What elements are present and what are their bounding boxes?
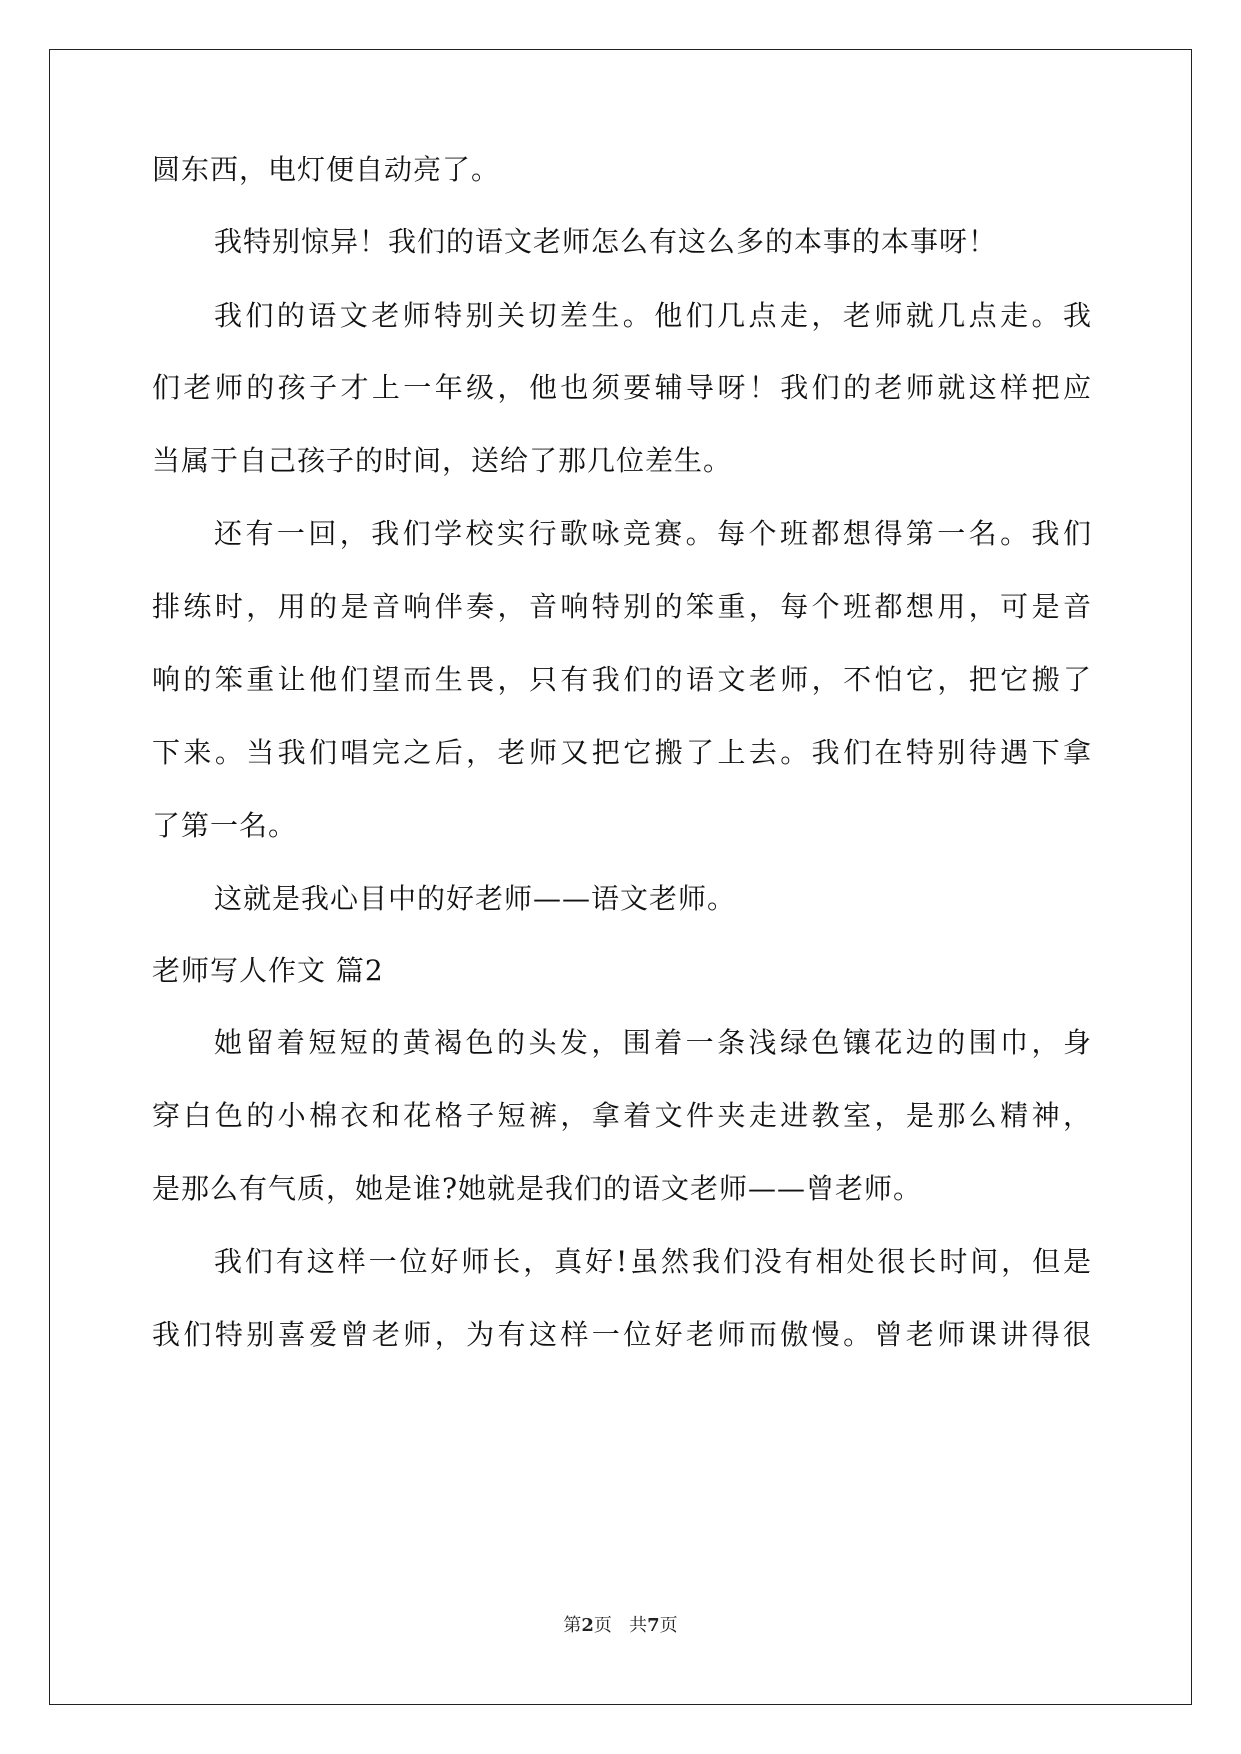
text-line: 下来。当我们唱完之后，老师又把它搬了上去。我们在特别待遇下拿 [152,736,1092,769]
page-suffix: 页 [593,1615,612,1636]
page-footer [0,1614,1241,1638]
page-prefix: 第 [563,1615,582,1636]
text-line: 响的笨重让他们望而生畏，只有我们的语文老师，不怕它，把它搬了 [152,663,1092,696]
text-line: 我们的语文老师特别关切差生。他们几点走，老师就几点走。我 [214,299,1092,332]
text-line: 排练时，用的是音响伴奏，音响特别的笨重，每个班都想用，可是音 [152,590,1092,623]
text-line: 是那么有气质，她是谁?她就是我们的语文老师——曾老师。 [152,1172,923,1205]
text-line: 我特别惊异！我们的语文老师怎么有这么多的本事的本事呀！ [214,225,998,258]
text-line: 还有一回，我们学校实行歌咏竞赛。每个班都想得第一名。我们 [214,517,1092,550]
text-line: 我们特别喜爱曾老师，为有这样一位好老师而傲慢。曾老师课讲得很 [152,1318,1092,1351]
total-prefix: 共 [629,1615,648,1636]
text-line: 当属于自己孩子的时间，送给了那几位差生。 [152,444,733,477]
text-line: 她留着短短的黄褐色的头发，围着一条浅绿色镶花边的围巾，身 [214,1026,1092,1059]
total-suffix: 页 [659,1615,678,1636]
section-heading: 老师写人作文 篇2 [152,954,384,987]
text-line: 了第一名。 [152,809,298,842]
text-line: 这就是我心目中的好老师——语文老师。 [214,882,737,915]
text-line: 圆东西，电灯便自动亮了。 [152,153,501,186]
text-line: 我们有这样一位好师长，真好!虽然我们没有相处很长时间，但是 [214,1245,1092,1278]
text-line: 穿白色的小棉衣和花格子短裤，拿着文件夹走进教室，是那么精神， [152,1099,1092,1132]
total-pages: 7 [647,1615,660,1636]
page-number: 2 [581,1615,594,1636]
text-line: 们老师的孩子才上一年级，他也须要辅导呀！我们的老师就这样把应 [152,371,1092,404]
